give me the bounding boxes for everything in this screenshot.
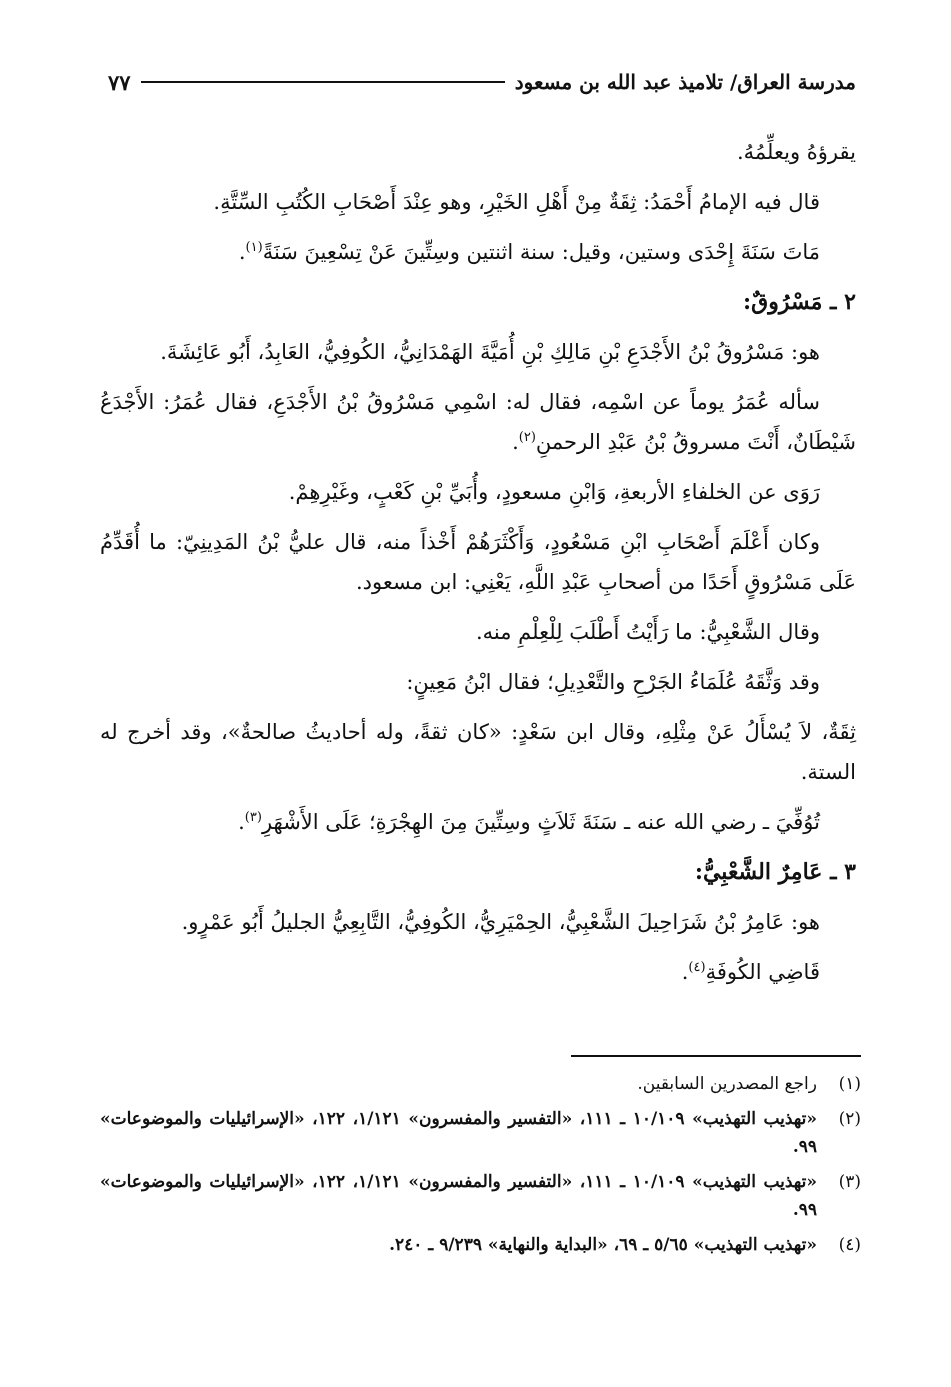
paragraph-end: . — [512, 430, 519, 454]
footnote-text: «تهذيب التهذيب» ١٠/١٠٩ ـ ١١١، «التفسير والمفسرون» ١/١٢١، ١٢٢، «الإسرائيليات والموضوعات» ٩٩. — [100, 1172, 818, 1220]
footnote-text: «تهذيب التهذيب» ١٠/١٠٩ ـ ١١١، «التفسير والمفسرون» ١/١٢١، ١٢٢، «الإسرائيليات والموضوعات» ٩٩. — [100, 1109, 818, 1157]
footnote — [100, 1168, 861, 1224]
running-title: مدرسة العراق/ تلاميذ عبد الله بن مسعود — [514, 70, 856, 94]
footnote-number: (١) — [838, 1074, 861, 1094]
paragraph — [100, 802, 856, 842]
footnote — [100, 1070, 861, 1098]
paragraph-end: . — [238, 810, 245, 834]
paragraph: وقال الشَّعْبِيُّ: ما رَأَيْتُ أَطْلَبَ لِلْعِلْمِ منه. — [475, 620, 820, 644]
paragraph-text: تُوُفِّيَ ـ رضي الله عنه ـ سَنَةَ ثَلاَثٍ وسِتِّينَ مِنَ الهِجْرَةِ؛ عَلَى الأَشْهَرِ — [261, 810, 820, 834]
page-number: ٧٧ — [108, 69, 131, 95]
paragraph-end: . — [681, 960, 689, 984]
paragraph: قال فيه الإمامُ أَحْمَدُ: ثِقَةٌ مِنْ أَهْلِ الخَيْرِ، وهو عِنْدَ أَصْحَابِ الكُتُبِ السِّتَّةِ. — [213, 190, 820, 214]
footnote-number: (٤) — [838, 1235, 861, 1255]
section-heading-shabi: ٣ ـ عَامِرٌ الشَّعْبِيُّ: — [694, 859, 856, 885]
paragraph — [100, 232, 856, 272]
footnote — [100, 1231, 861, 1259]
footnote-ref[interactable]: (٢) — [518, 430, 536, 445]
paragraph: هو: عَامِرُ بْنُ شَرَاحِيلَ الشَّعْبِيُّ، الحِمْيَرِيُّ، الكُوفِيُّ، التَّابِعِيُّ الجليلُ أَبُو عَمْرٍو. — [181, 910, 820, 934]
footnote-number: (٢) — [838, 1109, 861, 1129]
paragraph: ثِقَةٌ، لاَ يُسْأَلُ عَنْ مِثْلِهِ، وقال ابن سَعْدٍ: «كان ثقةً، وله أحاديثُ صالحةٌ»، وقد أخرج له الستة. — [100, 720, 856, 784]
footnote-ref[interactable]: (٤) — [688, 960, 706, 975]
main-text — [100, 132, 856, 1002]
footnote-number: (٣) — [838, 1172, 861, 1192]
paragraph-text: مَاتَ سَنَةَ إِحْدَى وستين، وقيل: سنة اثنتين وسِتِّينَ عَنْ تِسْعِينَ سَنَةً — [262, 240, 820, 264]
footnotes — [100, 1070, 861, 1266]
page-header — [108, 62, 856, 102]
footnote-text: راجع المصدرين السابقين. — [637, 1074, 817, 1094]
paragraph: وكان أَعْلَمَ أَصْحَابِ ابْنِ مَسْعُودٍ، وَأَكْثَرَهُمْ أَخْذاً منه، قال عليُّ بْنُ المَدِينِيّ: ما أُقَدِّمُ عَلَى مَسْرُوقٍ أَحَدًا من أصحابِ عَبْدِ اللَّهِ، يَعْنِي: ابن مسعود. — [100, 530, 856, 594]
paragraph: يقرؤهُ ويعلِّمُهُ. — [736, 140, 856, 164]
footnote-ref[interactable]: (٣) — [244, 810, 262, 825]
paragraph: رَوَى عن الخلفاءِ الأربعةِ، وَابْنِ مسعودٍ، وأُبَيِّ بْنِ كَعْبٍ، وغَيْرِهِمْ. — [288, 480, 820, 504]
paragraph — [100, 952, 856, 992]
footnote-ref[interactable]: (١) — [245, 240, 263, 255]
header-rule — [141, 81, 505, 83]
paragraph-text: سأله عُمَرُ يوماً عن اسْمِه، فقال له: اسْمِي مَسْرُوقُ بْنُ الأَجْدَعِ، فقال عُمَرُ: الأَجْدَعُ شَيْطَانٌ، أَنْتَ مسروقُ بْنُ عَبْدِ الرحمنِ — [100, 390, 856, 454]
paragraph-end: . — [238, 240, 246, 264]
footnote-separator — [571, 1055, 861, 1057]
paragraph — [100, 382, 856, 462]
section-heading-masruq: ٢ ـ مَسْرُوقٌ: — [743, 289, 856, 315]
paragraph: هو: مَسْرُوقُ بْنُ الأَجْدَعِ بْنِ مَالِكِ بْنِ أُمَيَّةَ الهَمْدَانِيُّ، الكُوفِيُّ، العَابِدُ، أَبُو عَائِشَةَ. — [160, 340, 820, 364]
paragraph-text: قَاضِي الكُوفَةِ — [705, 960, 820, 984]
footnote — [100, 1105, 861, 1161]
footnote-text: «تهذيب التهذيب» ٥/٦٥ ـ ٦٩، «البداية والنهاية» ٩/٢٣٩ ـ ٢٤٠. — [389, 1235, 817, 1255]
paragraph: وقد وَثَّقَهُ عُلَمَاءُ الجَرْحِ والتَّعْدِيلِ؛ فقال ابْنُ مَعِينٍ: — [406, 670, 820, 694]
